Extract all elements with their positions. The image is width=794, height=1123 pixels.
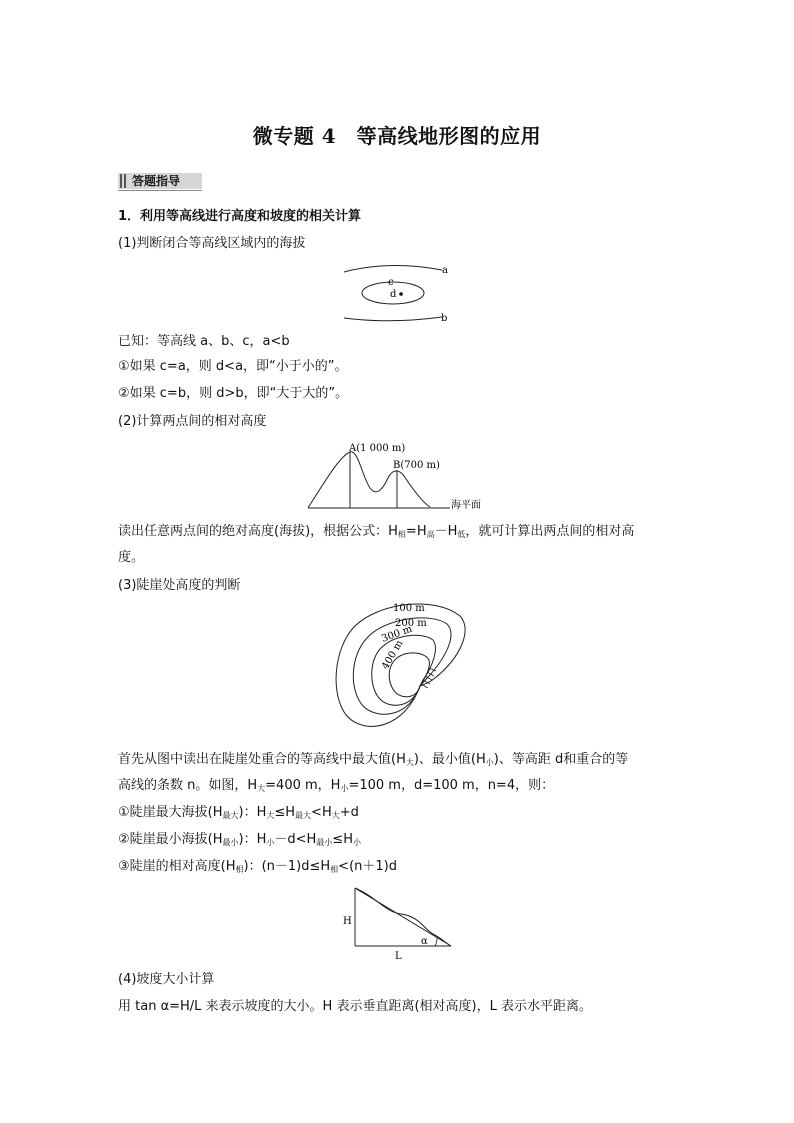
label-h: H [343, 916, 352, 927]
badge-label: 答题指导 [132, 174, 181, 188]
label-point-b: B(700 m) [393, 460, 440, 471]
label-300m: 300 m [380, 623, 414, 645]
cliff-rule-3: ③陡崖的相对高度$(H_相)$：$(n-1)d\le H_相<(n+1)d$ [118, 859, 397, 874]
label-alpha: α [421, 936, 428, 947]
sub4-heading: (4)坡度大小计算 [118, 972, 215, 987]
label-a: a [442, 265, 448, 276]
formula-line: 读出任意两点间的绝对高度(海拔)，根据公式：$H_相=H_高-H_低$，就可计算出两点间的相对高 [118, 524, 635, 539]
page-title: 微专题 4 等高线地形图的应用 [252, 124, 542, 148]
cliff-rule-1: ①陡崖最大海拔$(H_{最大})$：$H_大\le H_{最大}<H_大+d$ [118, 805, 359, 820]
label-400m: 400 m [380, 638, 406, 672]
label-l: L [395, 951, 402, 962]
label-point-a: A(1 000 m) [349, 443, 406, 454]
sub2-heading: (2)计算两点间的相对高度 [118, 414, 267, 429]
label-b: b [441, 313, 448, 324]
label-c: c [388, 277, 394, 288]
rule-1: ①如果 c=a，则 d<a，即“小于小的”。 [118, 359, 348, 374]
sub3-heading: (3)陡崖处高度的判断 [118, 578, 241, 593]
label-200m: 200 m [395, 618, 427, 629]
rule-2: ②如果 c=b，则 d>b，即“大于大的”。 [118, 386, 349, 401]
closed-contour-figure [330, 258, 470, 328]
cliff-rule-2: ②陡崖最小海拔$(H_{最小})$：$H_小-d<H_{最小}\le H_小$ [118, 832, 361, 847]
label-d: d [390, 289, 397, 300]
cliff-para-1: 首先从图中读出在陡崖处重合的等高线中最大值$(H_大)$、最小值$(H_小)$、等高距 d和重合的等 [118, 752, 629, 767]
slope-text: 用 tan α=H/L 来表示坡度的大小。H 表示垂直距离(相对高度)，L 表示水平距离。 [118, 999, 592, 1014]
badge-bar-icon [120, 174, 126, 188]
known-text: 已知：等高线 a、b、c，a<b [118, 334, 290, 349]
section1-heading: 1．利用等高线进行高度和坡度的相关计算 [118, 209, 362, 224]
label-100m: 100 m [393, 603, 425, 614]
section-badge [118, 173, 202, 189]
slope-triangle-figure [335, 882, 460, 962]
sub1-heading: (1)判断闭合等高线区域内的海拔 [118, 236, 306, 251]
formula-line-2: 度。 [118, 550, 145, 565]
cliff-contour-figure [325, 598, 470, 738]
cliff-para-2: 高线的条数 n。如图，$H_大=400$ m，$H_小=100$ m，d=100 m，n=4，则： [118, 778, 555, 793]
label-sea-level: 海平面 [451, 500, 481, 511]
profile-figure [300, 436, 525, 512]
badge-underline [118, 190, 202, 191]
